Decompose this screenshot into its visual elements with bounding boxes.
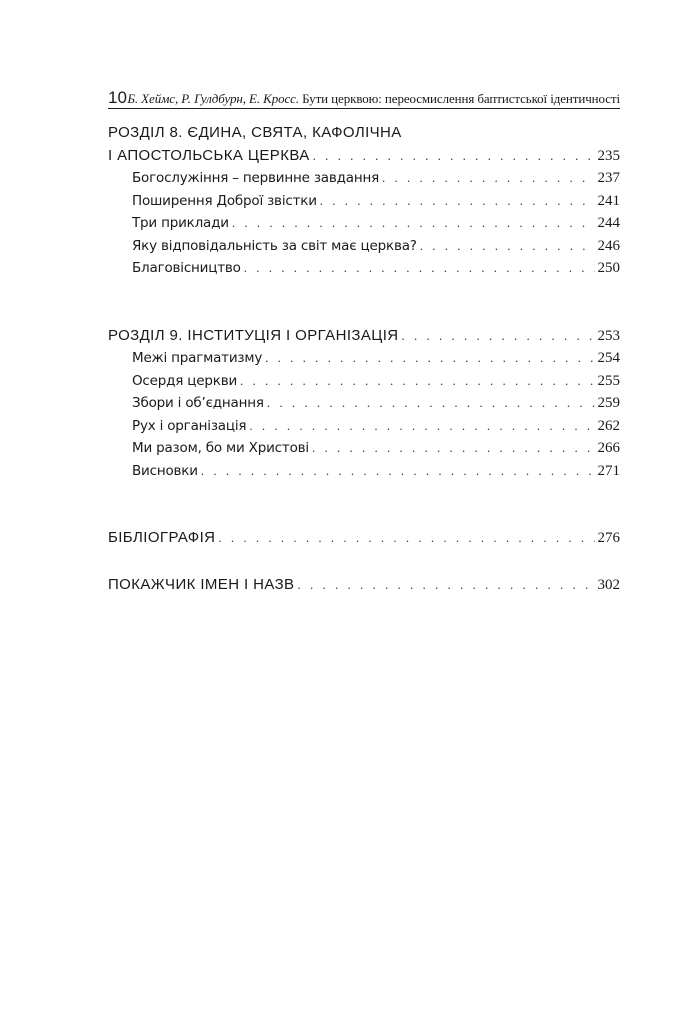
toc-entry: [108, 235, 620, 258]
section-page: 271: [597, 462, 620, 479]
section-title: Межі прагматизму: [132, 350, 263, 366]
index-page: 302: [597, 576, 620, 593]
toc-entry: [108, 370, 620, 393]
section-page: 262: [597, 417, 620, 434]
section-title: Богослужіння – первинне завдання: [132, 170, 380, 186]
toc-entry: [108, 460, 620, 483]
dot-leader: [201, 460, 595, 483]
section-title: Висновки: [132, 462, 198, 479]
bibliography-title: БІБЛІОГРАФІЯ: [108, 529, 216, 546]
section-title: Збори і об’єднання: [132, 395, 264, 411]
section-page: 250: [597, 260, 620, 276]
section-page: 241: [597, 192, 620, 209]
running-head-authors: Б. Хеймс, Р. Гулдбурн, Е. Кросс.: [127, 91, 299, 106]
table-of-contents: [108, 122, 620, 596]
section-title: Благовісництво: [132, 260, 241, 276]
spacer: [108, 482, 620, 527]
toc-entry: [108, 212, 620, 235]
toc-entry: [108, 392, 620, 415]
toc-entry-bibliography: [108, 527, 620, 550]
section-page: 255: [597, 372, 620, 389]
dot-leader: [218, 527, 594, 550]
section-page: 237: [597, 170, 620, 186]
toc-entry-index: [108, 574, 620, 597]
toc-entry: [108, 257, 620, 280]
section-page: 254: [597, 350, 620, 366]
running-head-title: Бути церквою: переосмислення баптистської ідентичності: [302, 91, 620, 106]
chapter-9-title: РОЗДІЛ 9. ІНСТИТУЦІЯ І ОРГАНІЗАЦІЯ: [108, 326, 399, 344]
toc-entry: [108, 190, 620, 213]
bibliography-page: 276: [597, 530, 620, 546]
toc-entry: [108, 415, 620, 438]
section-page: 246: [597, 237, 620, 254]
section-page: 244: [597, 215, 620, 231]
dot-leader: [312, 437, 595, 460]
index-title: ПОКАЖЧИК ІМЕН І НАЗВ: [108, 575, 295, 593]
dot-leader: [382, 167, 594, 190]
toc-entry: [108, 167, 620, 190]
section-title: Рух і організація: [132, 417, 247, 434]
dot-leader: [240, 370, 594, 393]
dot-leader: [249, 415, 594, 438]
section-title: Ми разом, бо ми Христові: [132, 440, 309, 456]
chapter-8-page: 235: [597, 147, 620, 164]
dot-leader: [267, 392, 595, 415]
chapter-8-title-line2: І АПОСТОЛЬСЬКА ЦЕРКВА: [108, 146, 310, 164]
toc-entry-chapter-9: [108, 325, 620, 348]
dot-leader: [297, 574, 594, 597]
dot-leader: [265, 347, 594, 370]
chapter-9-page: 253: [597, 327, 620, 344]
section-title: Три приклади: [132, 215, 229, 231]
dot-leader: [420, 235, 595, 258]
dot-leader: [320, 190, 595, 213]
running-head: [127, 91, 620, 106]
section-title: Яку відповідальність за світ має церква?: [132, 237, 417, 254]
dot-leader: [313, 145, 595, 168]
page-header: [108, 86, 620, 109]
spacer: [108, 550, 620, 574]
dot-leader: [244, 257, 595, 280]
chapter-8-title-line1: РОЗДІЛ 8. ЄДИНА, СВЯТА, КАФОЛІЧНА: [108, 124, 402, 141]
section-title: Поширення Доброї звістки: [132, 192, 317, 209]
dot-leader: [232, 212, 595, 235]
page-number: 10: [108, 88, 127, 107]
toc-entry-chapter-8: [108, 145, 620, 168]
section-page: 266: [597, 440, 620, 456]
section-title: Осердя церкви: [132, 372, 238, 389]
toc-entry: [108, 437, 620, 460]
spacer: [108, 280, 620, 325]
section-page: 259: [597, 395, 620, 411]
dot-leader: [402, 325, 595, 348]
toc-entry: [108, 347, 620, 370]
